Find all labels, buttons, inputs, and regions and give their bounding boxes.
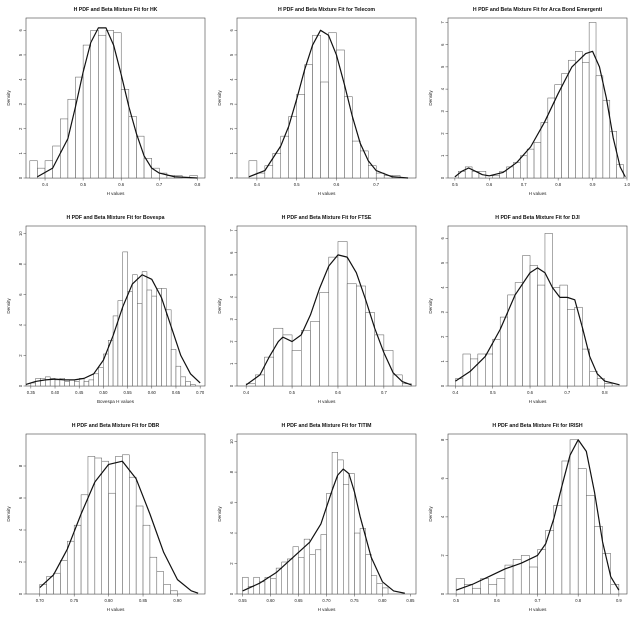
histogram-bar	[377, 583, 383, 594]
histogram-bar	[83, 45, 91, 178]
y-tick-label: 4	[440, 87, 445, 91]
y-tick-label: 6	[440, 237, 445, 240]
histogram-bar	[321, 535, 327, 594]
x-tick-label: 0.8	[555, 182, 562, 187]
histogram-bar	[570, 440, 578, 594]
histogram-bar	[109, 493, 116, 594]
x-tick-label: 0.8	[601, 390, 608, 395]
histogram-bar	[548, 98, 555, 178]
histogram-bar	[354, 533, 360, 594]
histogram-panel	[211, 208, 422, 416]
chart-title: H PDF and Beta Mixture Fit for DJI	[495, 215, 580, 221]
histogram-bar	[493, 339, 500, 386]
histogram-bar	[88, 456, 95, 594]
y-tick-label: 0	[18, 176, 23, 180]
histogram-bar	[375, 335, 384, 386]
histogram-bar	[76, 77, 84, 178]
histogram-bar	[470, 359, 477, 386]
histogram-bar	[74, 381, 79, 386]
histogram-bar	[186, 381, 191, 386]
histogram-bar	[36, 378, 41, 386]
histogram-bar	[297, 94, 305, 178]
y-tick-label: 3	[229, 102, 234, 106]
y-tick-label: 10	[18, 231, 23, 236]
histogram-bar	[106, 30, 114, 178]
histogram-bar	[70, 380, 75, 386]
x-tick-label: 0.70	[35, 598, 44, 603]
y-axis-label: Density	[428, 90, 433, 106]
histogram-bar	[243, 577, 249, 594]
histogram-panel	[211, 416, 422, 624]
histogram-bar	[265, 166, 273, 178]
histogram-bar	[582, 62, 589, 178]
histogram-bar	[99, 368, 104, 386]
y-tick-label: 4	[18, 78, 23, 81]
x-tick-label: 0.40	[50, 390, 60, 395]
y-tick-label: 6	[229, 501, 234, 504]
x-tick-label: 0.60	[147, 390, 156, 395]
histogram-panel	[0, 416, 211, 624]
histogram-bar	[527, 149, 534, 178]
y-tick-label: 2	[440, 132, 445, 135]
y-tick-label: 0	[440, 384, 445, 388]
y-tick-label: 6	[229, 29, 234, 32]
histogram-bar	[54, 573, 61, 594]
y-tick-label: 3	[440, 310, 445, 314]
histogram-chart	[211, 416, 422, 624]
y-tick-label: 10	[229, 439, 234, 444]
histogram-bar	[456, 579, 464, 594]
histogram-bar	[586, 496, 594, 594]
y-axis-label: Density	[6, 298, 11, 314]
y-tick-label: 8	[229, 470, 234, 474]
y-axis-label: Density	[6, 506, 11, 522]
histogram-bar	[305, 65, 313, 178]
histogram-panel	[211, 0, 422, 208]
histogram-bar	[84, 381, 89, 386]
histogram-bar	[463, 354, 470, 386]
y-tick-label: 5	[229, 53, 234, 57]
histogram-bar	[458, 171, 465, 178]
histogram-chart	[422, 0, 633, 208]
x-tick-label: 0.6	[118, 182, 125, 187]
histogram-bar	[136, 136, 144, 178]
x-tick-label: 0.90	[173, 598, 182, 603]
histogram-bar	[152, 168, 160, 178]
histogram-bar	[287, 559, 293, 594]
histogram-bar	[164, 584, 171, 594]
x-axis-label: H values	[317, 191, 336, 196]
chart-title: H PDF and Beta Mixture Fit for TITIM	[281, 423, 372, 429]
y-tick-label: 4	[229, 531, 234, 535]
x-tick-label: 0.75	[350, 598, 359, 603]
y-axis-label: Density	[6, 90, 11, 106]
histogram-bar	[575, 51, 582, 178]
x-tick-label: 0.4	[253, 182, 260, 187]
histogram-bar	[529, 567, 537, 594]
histogram-chart	[422, 416, 633, 624]
histogram-bar	[371, 576, 377, 594]
histogram-bar	[74, 525, 81, 594]
histogram-bar	[89, 380, 94, 386]
y-tick-label: 5	[229, 273, 234, 277]
chart-title: H PDF and Beta Mixture Fit for Arca Bond Emergenti	[472, 7, 603, 13]
y-axis-label: Density	[428, 298, 433, 314]
y-tick-label: 0	[18, 384, 23, 388]
y-tick-label: 6	[18, 496, 23, 500]
histogram-bar	[538, 285, 545, 386]
histogram-bar	[329, 257, 338, 386]
y-tick-label: 6	[18, 29, 23, 32]
histogram-bar	[147, 290, 152, 386]
histogram-bar	[45, 377, 50, 386]
y-tick-label: 4	[440, 286, 445, 289]
histogram-bar	[274, 328, 283, 386]
histogram-bar	[360, 151, 368, 178]
histogram-bar	[327, 493, 333, 594]
histogram-bar	[605, 384, 612, 386]
y-tick-label: 4	[18, 528, 23, 532]
chart-title: H PDF and Beta Mixture Fit for IRISH	[492, 423, 583, 429]
histogram-bar	[530, 265, 537, 386]
chart-title: H PDF and Beta Mixture Fit for HK	[73, 7, 158, 13]
x-tick-label: 0.9	[589, 182, 596, 187]
y-tick-label: 6	[440, 477, 445, 480]
histogram-chart	[211, 0, 422, 208]
y-tick-label: 2	[18, 354, 23, 357]
y-tick-label: 2	[18, 127, 23, 130]
y-tick-label: 0	[440, 592, 445, 596]
histogram-bar	[114, 33, 122, 178]
histogram-bar	[590, 371, 597, 386]
y-tick-label: 7	[440, 21, 445, 24]
x-tick-label: 0.85	[138, 598, 148, 603]
y-tick-label: 2	[229, 562, 234, 565]
histogram-bar	[91, 30, 99, 178]
x-tick-label: 0.65	[171, 390, 181, 395]
x-axis-label: H values	[106, 607, 125, 612]
histogram-bar	[382, 588, 388, 594]
y-tick-label: 2	[18, 560, 23, 564]
histogram-bar	[567, 310, 574, 386]
y-tick-label: 6	[229, 251, 234, 254]
histogram-bar	[520, 156, 527, 178]
histogram-bar	[143, 525, 150, 594]
histogram-bar	[67, 541, 74, 594]
histogram-bar	[534, 142, 541, 178]
x-tick-label: 0.70	[322, 598, 331, 603]
y-tick-label: 2	[440, 335, 445, 338]
x-tick-label: 0.50	[99, 390, 108, 395]
histogram-bar	[181, 377, 186, 386]
y-tick-label: 8	[440, 438, 445, 441]
x-tick-label: 0.8	[194, 182, 201, 187]
y-axis-label: Density	[217, 90, 222, 106]
y-tick-label: 3	[440, 110, 445, 113]
histogram-chart	[0, 0, 211, 208]
y-axis-label: Density	[217, 298, 222, 314]
histogram-bar	[582, 349, 589, 386]
x-axis-label: H values	[317, 607, 336, 612]
histogram-bar	[538, 550, 546, 594]
histogram-bar	[30, 161, 38, 178]
histogram-bar	[315, 550, 321, 594]
x-tick-label: 0.5	[289, 390, 295, 395]
y-tick-label: 4	[440, 515, 445, 519]
histogram-panel	[422, 0, 633, 208]
histogram-bar	[132, 275, 137, 386]
histogram-bar	[352, 141, 360, 178]
histogram-bar	[478, 354, 485, 386]
histogram-bar	[545, 233, 552, 386]
histogram-bar	[313, 35, 321, 178]
histogram-bar	[589, 22, 596, 178]
histogram-bar	[60, 119, 68, 178]
y-tick-label: 1	[229, 152, 234, 155]
x-tick-label: 0.45	[75, 390, 84, 395]
histogram-bar	[176, 366, 181, 386]
x-tick-label: 0.7	[380, 390, 387, 395]
y-tick-label: 5	[18, 53, 23, 57]
histogram-chart	[0, 208, 211, 416]
histogram-bar	[259, 582, 265, 594]
chart-title: H PDF and Beta Mixture Fit for Telecom	[277, 7, 376, 13]
y-tick-label: 1	[440, 154, 445, 157]
histogram-bar	[304, 539, 310, 594]
histogram-bar	[360, 528, 366, 594]
histogram-bar	[320, 293, 329, 386]
x-axis-label: H values	[528, 607, 547, 612]
histogram-bar	[310, 554, 316, 594]
histogram-bar	[575, 307, 582, 386]
histogram-bar	[271, 579, 277, 594]
histogram-bar	[190, 384, 195, 386]
y-tick-label: 1	[440, 360, 445, 363]
x-tick-label: 0.6	[527, 390, 533, 395]
y-tick-label: 4	[229, 78, 234, 81]
x-tick-label: 0.7	[534, 598, 541, 603]
x-axis-label: H values	[528, 191, 547, 196]
histogram-bar	[366, 554, 372, 594]
histogram-bar	[102, 461, 109, 594]
x-tick-label: 0.7	[520, 182, 527, 187]
y-tick-label: 2	[229, 340, 234, 343]
x-axis-label: H values	[106, 191, 125, 196]
histogram-bar	[497, 579, 505, 594]
histogram-bar	[166, 310, 171, 386]
histogram-bar	[265, 357, 274, 386]
histogram-bar	[157, 288, 162, 386]
histogram-bar	[289, 116, 297, 178]
histogram-bar	[493, 176, 500, 178]
histogram-bar	[332, 452, 338, 594]
histogram-bar	[347, 284, 356, 386]
chart-title: H PDF and Beta Mixture Fit for Bovespa	[66, 215, 165, 221]
histogram-bar	[116, 456, 123, 594]
x-tick-label: 0.6	[335, 390, 341, 395]
histogram-bar	[55, 380, 60, 386]
histogram-bar	[31, 383, 36, 386]
histogram-bar	[505, 565, 513, 594]
histogram-bar	[171, 591, 178, 594]
x-tick-label: 1.0	[624, 182, 630, 187]
y-tick-label: 4	[18, 323, 23, 327]
histogram-bar	[60, 560, 67, 594]
y-tick-label: 1	[18, 152, 23, 155]
histogram-bar	[321, 82, 329, 178]
histogram-bar	[472, 588, 480, 594]
y-tick-label: 0	[440, 176, 445, 180]
histogram-bar	[541, 122, 548, 178]
x-tick-label: 0.7	[156, 182, 163, 187]
x-tick-label: 0.80	[104, 598, 113, 603]
x-tick-label: 0.75	[70, 598, 79, 603]
histogram-panel	[422, 208, 633, 416]
histogram-bar	[578, 469, 586, 594]
histogram-bar	[344, 97, 352, 178]
x-tick-label: 0.5	[453, 598, 460, 603]
histogram-bar	[596, 76, 603, 178]
histogram-bar	[481, 579, 489, 594]
histogram-bar	[152, 296, 157, 386]
histogram-bar	[485, 354, 492, 386]
x-tick-label: 0.55	[123, 390, 132, 395]
x-tick-label: 0.5	[451, 182, 458, 187]
y-tick-label: 3	[18, 102, 23, 106]
histogram-bar	[171, 349, 176, 386]
x-tick-label: 0.85	[406, 598, 415, 603]
histogram-bar	[137, 304, 142, 386]
histogram-chart	[422, 208, 633, 416]
histogram-bar	[292, 350, 301, 386]
y-axis-label: Density	[428, 506, 433, 522]
histogram-bar	[489, 584, 497, 594]
y-tick-label: 8	[18, 262, 23, 266]
histogram-bar	[515, 283, 522, 386]
y-axis-label: Density	[217, 506, 222, 522]
y-tick-label: 6	[18, 293, 23, 296]
histogram-bar	[356, 286, 365, 386]
histogram-bar	[122, 455, 129, 594]
y-tick-label: 1	[229, 362, 234, 365]
histogram-bar	[157, 572, 164, 594]
y-tick-label: 2	[440, 554, 445, 557]
histogram-bar	[129, 116, 137, 178]
x-tick-label: 0.4	[243, 390, 250, 395]
histogram-bar	[568, 60, 575, 178]
histogram-bar	[338, 242, 347, 386]
y-tick-label: 7	[229, 229, 234, 232]
histogram-bar	[142, 272, 147, 386]
x-tick-label: 0.5	[489, 390, 496, 395]
histogram-bar	[328, 33, 336, 178]
x-tick-label: 0.6	[486, 182, 493, 187]
y-tick-label: 6	[440, 43, 445, 46]
histogram-bar	[94, 374, 99, 386]
histogram-bar	[349, 474, 355, 594]
y-tick-label: 5	[440, 261, 445, 265]
y-tick-label: 8	[18, 464, 23, 468]
histogram-bar	[552, 288, 559, 386]
y-tick-label: 0	[229, 176, 234, 180]
x-tick-label: 0.4	[42, 182, 48, 187]
x-tick-label: 0.70	[196, 390, 205, 395]
histogram-bar	[301, 330, 310, 386]
y-tick-label: 3	[229, 318, 234, 321]
histogram-bar	[98, 35, 106, 178]
histogram-bar	[47, 576, 54, 594]
y-tick-label: 2	[229, 127, 234, 130]
chart-title: H PDF and Beta Mixture Fit for DBR	[71, 423, 160, 429]
histogram-bar	[299, 557, 305, 594]
x-tick-label: 0.5	[293, 182, 300, 187]
x-tick-label: 0.9	[615, 598, 622, 603]
histogram-bar	[128, 292, 133, 386]
histogram-bar	[560, 285, 567, 386]
histogram-bar	[65, 381, 70, 386]
y-tick-label: 0	[18, 592, 23, 596]
x-tick-label: 0.7	[373, 182, 380, 187]
x-tick-label: 0.35	[26, 390, 35, 395]
histogram-bar	[343, 484, 349, 594]
histogram-bar	[310, 322, 319, 386]
histogram-bar	[113, 316, 118, 386]
histogram-bar	[283, 335, 292, 386]
histogram-chart	[211, 208, 422, 416]
x-axis-label: Bovespa H values	[96, 399, 135, 404]
x-tick-label: 0.80	[378, 598, 387, 603]
x-tick-label: 0.8	[575, 598, 582, 603]
histogram-bar	[562, 74, 569, 178]
histogram-bar	[338, 460, 344, 594]
histogram-bar	[554, 505, 562, 594]
y-tick-label: 4	[229, 295, 234, 299]
histogram-bar	[368, 166, 376, 178]
x-tick-label: 0.6	[493, 598, 500, 603]
x-tick-label: 0.65	[294, 598, 303, 603]
histogram-bar	[136, 506, 143, 594]
histogram-chart	[0, 416, 211, 624]
x-tick-label: 0.55	[238, 598, 247, 603]
histogram-bar	[129, 477, 136, 594]
y-tick-label: 0	[229, 592, 234, 596]
x-tick-label: 0.5	[80, 182, 87, 187]
histogram-panel	[422, 416, 633, 624]
chart-title: H PDF and Beta Mixture Fit for FTSE	[281, 215, 372, 221]
x-tick-label: 0.7	[564, 390, 571, 395]
histogram-bar	[150, 557, 157, 594]
histogram-panel	[0, 208, 211, 416]
histogram-bar	[81, 495, 88, 594]
histogram-panel	[0, 0, 211, 208]
x-axis-label: H values	[317, 399, 336, 404]
histogram-bar	[123, 252, 128, 386]
x-tick-label: 0.6	[333, 182, 340, 187]
y-tick-label: 0	[229, 384, 234, 388]
x-axis-label: H values	[528, 399, 547, 404]
x-tick-label: 0.4	[452, 390, 459, 395]
x-tick-label: 0.60	[266, 598, 275, 603]
y-tick-label: 5	[440, 65, 445, 69]
